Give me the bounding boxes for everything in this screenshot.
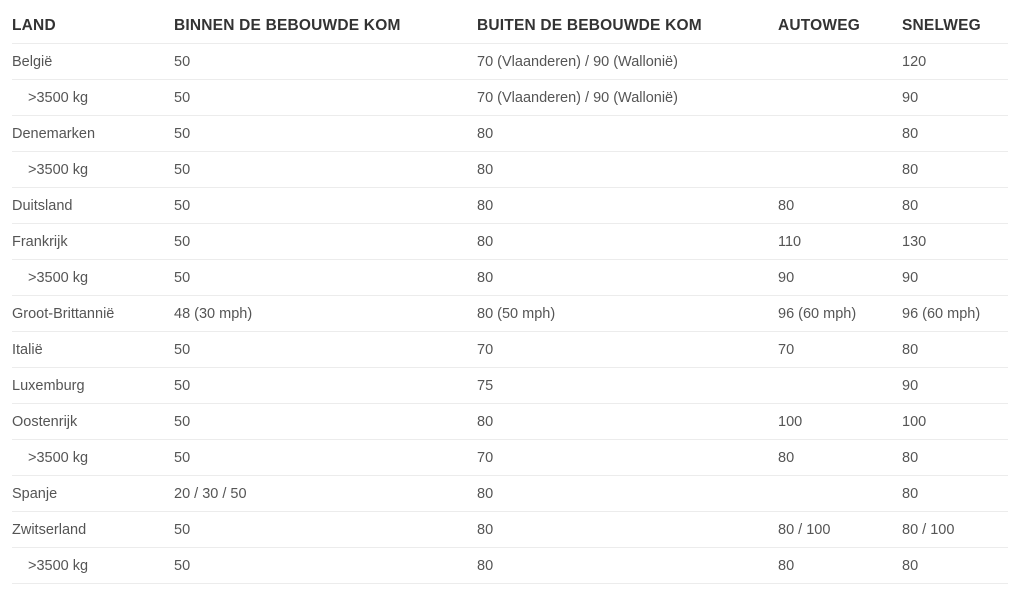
header-land: LAND — [12, 8, 174, 44]
cell-binnen-bebouwde-kom: 20 / 30 / 50 — [174, 476, 477, 512]
cell-binnen-bebouwde-kom: 50 — [174, 332, 477, 368]
cell-land: >3500 kg — [12, 80, 174, 116]
cell-land: België — [12, 44, 174, 80]
cell-snelweg: 90 — [902, 80, 1008, 116]
cell-binnen-bebouwde-kom: 50 — [174, 548, 477, 584]
table-row — [12, 224, 1008, 260]
cell-land: Spanje — [12, 476, 174, 512]
cell-land: Duitsland — [12, 188, 174, 224]
cell-binnen-bebouwde-kom: 50 — [174, 368, 477, 404]
table-row — [12, 476, 1008, 512]
cell-snelweg: 100 — [902, 404, 1008, 440]
table-header — [12, 8, 1008, 44]
table-row — [12, 512, 1008, 548]
cell-buiten-bebouwde-kom: 75 — [477, 368, 778, 404]
table-row — [12, 260, 1008, 296]
cell-buiten-bebouwde-kom: 80 — [477, 260, 778, 296]
table-body — [12, 44, 1008, 584]
cell-snelweg: 80 — [902, 188, 1008, 224]
table-row — [12, 188, 1008, 224]
cell-binnen-bebouwde-kom: 50 — [174, 116, 477, 152]
cell-land: Frankrijk — [12, 224, 174, 260]
cell-snelweg: 120 — [902, 44, 1008, 80]
cell-binnen-bebouwde-kom: 50 — [174, 260, 477, 296]
cell-land: Groot-Brittannië — [12, 296, 174, 332]
cell-buiten-bebouwde-kom: 80 — [477, 548, 778, 584]
cell-buiten-bebouwde-kom: 70 — [477, 440, 778, 476]
cell-snelweg: 80 — [902, 116, 1008, 152]
cell-autoweg: 80 — [778, 440, 902, 476]
cell-buiten-bebouwde-kom: 80 — [477, 512, 778, 548]
cell-autoweg: 80 — [778, 188, 902, 224]
table-row — [12, 440, 1008, 476]
speed-limits-table — [12, 8, 1008, 584]
cell-land: >3500 kg — [12, 152, 174, 188]
cell-autoweg: 90 — [778, 260, 902, 296]
cell-land: Luxemburg — [12, 368, 174, 404]
cell-buiten-bebouwde-kom: 80 — [477, 476, 778, 512]
cell-land: Italië — [12, 332, 174, 368]
table-row — [12, 368, 1008, 404]
table-row — [12, 44, 1008, 80]
cell-autoweg — [778, 44, 902, 80]
header-row — [12, 8, 1008, 44]
table-row — [12, 296, 1008, 332]
cell-autoweg — [778, 80, 902, 116]
cell-binnen-bebouwde-kom: 50 — [174, 152, 477, 188]
cell-buiten-bebouwde-kom: 80 — [477, 116, 778, 152]
cell-autoweg: 80 / 100 — [778, 512, 902, 548]
table-row — [12, 332, 1008, 368]
table-row — [12, 80, 1008, 116]
table-row — [12, 548, 1008, 584]
cell-land: Oostenrijk — [12, 404, 174, 440]
cell-land: >3500 kg — [12, 440, 174, 476]
header-autoweg: AUTOWEG — [778, 8, 902, 44]
cell-autoweg: 96 (60 mph) — [778, 296, 902, 332]
cell-buiten-bebouwde-kom: 70 (Vlaanderen) / 90 (Wallonië) — [477, 80, 778, 116]
header-binnen-bebouwde-kom: BINNEN DE BEBOUWDE KOM — [174, 8, 477, 44]
table-row — [12, 116, 1008, 152]
table-row — [12, 152, 1008, 188]
table-row — [12, 404, 1008, 440]
header-snelweg: SNELWEG — [902, 8, 1008, 44]
cell-autoweg — [778, 152, 902, 188]
cell-buiten-bebouwde-kom: 80 — [477, 224, 778, 260]
cell-binnen-bebouwde-kom: 50 — [174, 188, 477, 224]
cell-land: >3500 kg — [12, 548, 174, 584]
cell-snelweg: 80 — [902, 548, 1008, 584]
cell-snelweg: 80 — [902, 332, 1008, 368]
cell-autoweg: 110 — [778, 224, 902, 260]
cell-autoweg: 70 — [778, 332, 902, 368]
cell-snelweg: 90 — [902, 260, 1008, 296]
cell-binnen-bebouwde-kom: 50 — [174, 224, 477, 260]
cell-land: >3500 kg — [12, 260, 174, 296]
cell-binnen-bebouwde-kom: 48 (30 mph) — [174, 296, 477, 332]
cell-buiten-bebouwde-kom: 80 — [477, 152, 778, 188]
cell-snelweg: 80 / 100 — [902, 512, 1008, 548]
cell-binnen-bebouwde-kom: 50 — [174, 80, 477, 116]
cell-binnen-bebouwde-kom: 50 — [174, 44, 477, 80]
cell-snelweg: 80 — [902, 152, 1008, 188]
cell-snelweg: 80 — [902, 440, 1008, 476]
speed-limits-table-container — [0, 8, 1024, 584]
cell-snelweg: 80 — [902, 476, 1008, 512]
cell-autoweg — [778, 368, 902, 404]
cell-buiten-bebouwde-kom: 80 — [477, 404, 778, 440]
cell-snelweg: 96 (60 mph) — [902, 296, 1008, 332]
cell-autoweg — [778, 116, 902, 152]
cell-buiten-bebouwde-kom: 70 — [477, 332, 778, 368]
cell-binnen-bebouwde-kom: 50 — [174, 404, 477, 440]
cell-binnen-bebouwde-kom: 50 — [174, 512, 477, 548]
cell-buiten-bebouwde-kom: 80 — [477, 188, 778, 224]
cell-snelweg: 130 — [902, 224, 1008, 260]
cell-buiten-bebouwde-kom: 80 (50 mph) — [477, 296, 778, 332]
cell-land: Denemarken — [12, 116, 174, 152]
cell-autoweg: 100 — [778, 404, 902, 440]
cell-binnen-bebouwde-kom: 50 — [174, 440, 477, 476]
cell-snelweg: 90 — [902, 368, 1008, 404]
cell-land: Zwitserland — [12, 512, 174, 548]
cell-buiten-bebouwde-kom: 70 (Vlaanderen) / 90 (Wallonië) — [477, 44, 778, 80]
cell-autoweg — [778, 476, 902, 512]
header-buiten-bebouwde-kom: BUITEN DE BEBOUWDE KOM — [477, 8, 778, 44]
cell-autoweg: 80 — [778, 548, 902, 584]
